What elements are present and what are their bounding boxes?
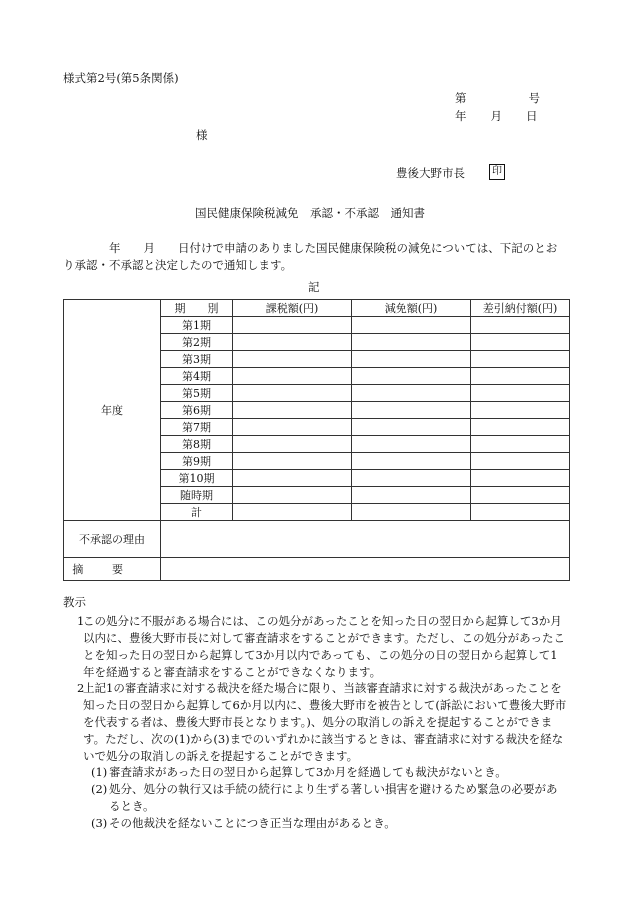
period-label: 第4期 [161,368,233,385]
summary-cell [161,558,570,581]
period-label: 第2期 [161,334,233,351]
amount-cell [233,402,352,419]
amount-cell [352,470,471,487]
period-label: 第5期 [161,385,233,402]
amount-cell [233,419,352,436]
amount-cell [352,368,471,385]
amount-cell [352,504,471,521]
amount-cell [471,470,570,487]
number-prefix: 第 [455,91,467,105]
item-text: 審査請求があった日の翌日から起算して3か月を経過しても裁決がないとき。 [109,765,507,779]
table-header-row [64,300,570,317]
amount-cell [233,504,352,521]
tax-reduction-table [63,299,570,581]
amount-cell [471,453,570,470]
reject-reason-row [64,521,570,558]
seal-mark: 印 [489,164,505,180]
column-header: 期 別 [161,300,233,317]
period-label: 第1期 [161,317,233,334]
reject-reason-cell [161,521,570,558]
amount-cell [471,334,570,351]
kyouji-item [63,613,568,681]
amount-cell [352,453,471,470]
period-label: 計 [161,504,233,521]
document-title: 国民健康保険税減免 承認・不承認 通知書 [195,206,425,220]
amount-cell [471,419,570,436]
reject-reason-label: 不承認の理由 [64,521,161,558]
amount-cell [471,368,570,385]
issuer-name: 豊後大野市長 [396,166,465,180]
addressee: 様 [196,128,208,142]
issue-date-line [455,110,538,124]
amount-cell [352,402,471,419]
period-label: 第6期 [161,402,233,419]
amount-cell [233,453,352,470]
column-header: 減免額(円) [352,300,471,317]
kyouji-subitem [63,815,568,832]
amount-cell [352,351,471,368]
period-label: 第7期 [161,419,233,436]
item-number: (3) [91,816,108,830]
amount-cell [471,351,570,368]
amount-cell [233,436,352,453]
period-label: 第9期 [161,453,233,470]
item-number: (2) [91,782,108,796]
date-day: 日 [526,109,538,123]
amount-cell [471,317,570,334]
date-year: 年 [455,109,467,123]
amount-cell [233,317,352,334]
kyouji-item [63,680,568,765]
amount-cell [471,487,570,504]
column-header: 差引納付額(円) [471,300,570,317]
item-text: 処分、処分の執行又は手続の続行により生ずる著しい損害を避けるため緊急の必要があるとき。 [109,782,558,813]
body-text: 年 月 日付けで申請のありました国民健康保険税の減免については、下記のとおり承認・不承認と決定したので通知します。 [63,241,558,272]
document-number-line [455,92,540,106]
ki-label: 記 [308,280,320,294]
number-suffix: 号 [528,91,540,105]
kyouji-heading: 教示 [63,595,86,609]
item-number: (1) [91,765,108,779]
item-text: その他裁決を経ないことにつき正当な理由があるとき。 [109,816,396,830]
period-label: 第8期 [161,436,233,453]
amount-cell [471,402,570,419]
amount-cell [352,419,471,436]
amount-cell [471,504,570,521]
summary-row [64,558,570,581]
item-number: 1 [77,614,85,628]
amount-cell [352,487,471,504]
amount-cell [233,487,352,504]
amount-cell [352,436,471,453]
summary-label: 摘要 [64,558,161,581]
period-label: 第3期 [161,351,233,368]
period-label: 随時期 [161,487,233,504]
period-label: 第10期 [161,470,233,487]
amount-cell [233,470,352,487]
amount-cell [233,351,352,368]
form-code: 様式第2号(第5条関係) [63,71,179,85]
amount-cell [471,385,570,402]
item-number: 2 [77,681,85,695]
item-text: この処分に不服がある場合には、この処分があったことを知った日の翌日から起算して3か月以内に、豊後大野市長に対して審査請求をすることができます。ただし、この処分があったことを知った日の翌日から起算して3か月以内であっても、この処分の日の翌日から起算して1年を経過すると審査請求をすることができなくなります。 [83,614,565,679]
kyouji-subitem [63,781,568,815]
kyouji-subitem [63,764,568,781]
amount-cell [352,385,471,402]
item-text: 上記1の審査請求に対する裁決を経た場合に限り、当該審査請求に対する裁決があったことを知った日の翌日から起算して6か月以内に、豊後大野市を被告として(訴訟において豊後大野市を代表する者は、豊後大野市長となります。)、処分の取消しの訴えを提起することができます。ただし、次の(1)から(3)までのいずれかに該当するときは、審査請求に対する裁決を経ないで処分の取消しの訴えを提起することができます。 [83,681,567,763]
amount-cell [233,368,352,385]
column-header: 課税額(円) [233,300,352,317]
date-month: 月 [490,109,502,123]
amount-cell [233,385,352,402]
amount-cell [352,334,471,351]
amount-cell [352,317,471,334]
year-cell: 年度 [64,300,161,521]
amount-cell [233,334,352,351]
amount-cell [471,436,570,453]
